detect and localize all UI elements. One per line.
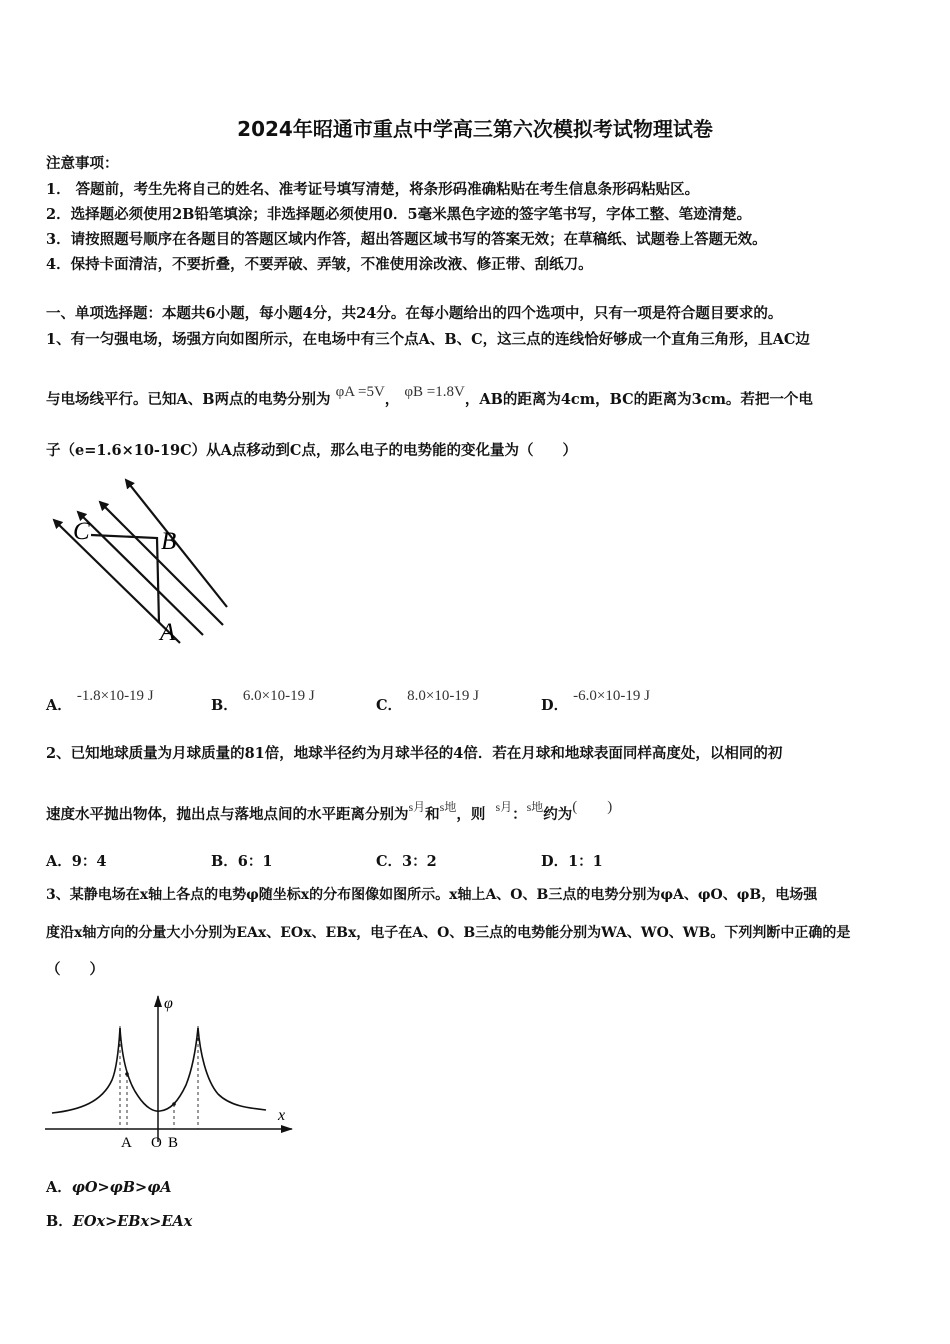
notice-item-1: 1． 答题前，考生先将自己的姓名、准考证号填写清楚，将条形码准确粘贴在考生信息条形码粘贴区。: [46, 181, 700, 198]
q1-line2: 与电场线平行。已知A、B两点的电势分别为 φA =5V， φB =1.8V，AB的距离为4cm，BC的距离为3cm。若把一个电: [46, 384, 813, 408]
notice-heading: 注意事项：: [46, 155, 119, 172]
q3-line2: 度沿x轴方向的分量大小分别为EAx、EOx、EBx，电子在A、O、B三点的电势能分别为WA、WO、WB。下列判断中正确的是: [46, 925, 851, 941]
curve-right-branch: [198, 1028, 266, 1110]
notice-item-3: 3．请按照题号顺序在各题目的答题区域内作答，超出答题区域书写的答案无效；在草稿纸、试题卷上答题无效。: [46, 231, 767, 248]
label-a-point: A: [121, 1135, 132, 1151]
q2-line2: 速度水平抛出物体，抛出点与落地点间的水平距离分别为$^{s月}$和$^{s地}$，则 $^{s月}$：$^{s地}$约为( ): [46, 799, 613, 823]
triangle-cba: [91, 535, 159, 623]
notice-item-2: 2．选择题必须使用2B铅笔填涂；非选择题必须使用0．5毫米黑色字迹的签字笔书写，字体工整、笔迹清楚。: [46, 206, 752, 223]
point-b: [172, 1102, 176, 1106]
phi-axis-label: φ: [164, 995, 173, 1012]
q2-s-moon: s月: [408, 800, 426, 814]
q2-s-earth: s地: [439, 800, 457, 814]
q3-option-b[interactable]: B．EOx>EBx>EAx: [46, 1213, 193, 1230]
q2-line1: 2、已知地球质量为月球质量的81倍，地球半径约为月球半径的4倍．若在月球和地球表面同样高度处，以相同的初: [46, 745, 783, 762]
q1-option-b-value: 6.0×10-19 J: [242, 688, 315, 704]
q3-option-b-value: EOx>EBx>EAx: [72, 1213, 193, 1230]
q1-line2-a: 与电场线平行。已知A、B两点的电势分别为: [46, 391, 331, 408]
q3-line1: 3、某静电场在x轴上各点的电势φ随坐标x的分布图像如图所示。x轴上A、O、B三点的电势分别为φA、φO、φB，电场强: [46, 887, 818, 903]
q2-ratio-a: s月: [495, 800, 513, 814]
x-axis-label: x: [278, 1107, 286, 1124]
q1-option-c[interactable]: C． 8.0×10-19 J: [376, 688, 479, 714]
field-line-2: [78, 512, 203, 635]
q1-option-d[interactable]: D． -6.0×10-19 J: [541, 688, 650, 714]
q3-option-a-value: φO>φB>φA: [71, 1179, 172, 1196]
q3-option-a[interactable]: A．φO>φB>φA: [46, 1179, 172, 1196]
q1-option-a[interactable]: A． -1.8×10-19 J: [46, 688, 154, 714]
q2-option-c[interactable]: C．3：2: [376, 853, 437, 870]
q2-option-d[interactable]: D．1：1: [541, 853, 603, 870]
q3-potential-graph: [40, 990, 310, 1155]
curve-middle-branch: [120, 1028, 198, 1111]
q1-option-b[interactable]: B． 6.0×10-19 J: [211, 688, 315, 714]
point-a: [125, 1072, 129, 1076]
label-c: C: [73, 518, 90, 545]
q1-option-d-value: -6.0×10-19 J: [573, 688, 650, 704]
label-o-point: O: [151, 1135, 162, 1151]
q1-phi-b: φB =1.8V: [404, 384, 465, 400]
q2-ratio-b: s地: [526, 800, 544, 814]
label-b: B: [161, 528, 177, 555]
q2-option-a[interactable]: A．9：4: [46, 853, 107, 870]
section-heading: 一、单项选择题：本题共6小题，每小题4分，共24分。在每小题给出的四个选项中，只有一项是符合题目要求的。: [46, 305, 783, 322]
q1-option-c-value: 8.0×10-19 J: [407, 688, 479, 704]
q1-field-figure: [45, 475, 245, 655]
q1-phi-a: φA =5V: [335, 384, 385, 400]
field-line-3: [100, 502, 223, 625]
q1-option-a-value: -1.8×10-19 J: [76, 688, 154, 704]
q3-line3: （ ）: [46, 961, 104, 978]
label-b-point: B: [168, 1135, 179, 1151]
label-a: A: [160, 619, 176, 646]
page-title: 2024年昭通市重点中学高三第六次模拟考试物理试卷: [237, 117, 713, 141]
q1-line3: 子（e=1.6×10-19C）从A点移动到C点，那么电子的电势能的变化量为（ ）: [46, 442, 577, 459]
curve-left-branch: [52, 1028, 120, 1113]
q2-paren: ( ): [572, 799, 613, 815]
notice-item-4: 4．保持卡面清洁，不要折叠，不要弄破、弄皱，不准使用涂改液、修正带、刮纸刀。: [46, 256, 593, 273]
q2-option-b[interactable]: B．6：1: [211, 853, 273, 870]
q1-line1: 1、有一匀强电场，场强方向如图所示，在电场中有三个点A、B、C，这三点的连线恰好够成一个直角三角形，且AC边: [46, 331, 810, 348]
q1-line2-b: ，AB的距离为4cm，BC的距离为3cm。若把一个电: [464, 391, 813, 408]
